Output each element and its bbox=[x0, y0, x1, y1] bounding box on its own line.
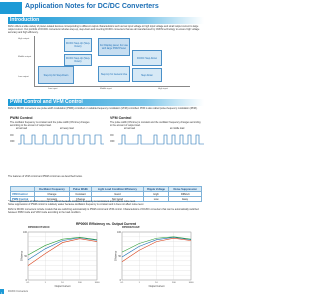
table-note-3: Rohm's DC/DC converters include models that are switching automatically to PWM control and VFM control. Characteristics of DC/DC converters that can be automatically switched between PWM mode and VFM mode according to the load condition. bbox=[8, 208, 199, 214]
y-tick-label: 0 bbox=[119, 278, 121, 282]
y-tick-label: 50 bbox=[24, 254, 27, 258]
intro-text: Rohm offers a wide variety of power-related devices corresponding to different output characteristics such as low input voltage to high input voltage and small output current to large output current. Our portfolio of DC/DC converters includes step-up, step-down and inverting DC/DC converters that are all manufactured by CMOS technology to ensure high voltage accuracy and high efficiency. bbox=[8, 25, 200, 34]
pwm-heading: PWM Control and VFM Control bbox=[10, 99, 83, 105]
table-header-cell: Ripple Voltage bbox=[143, 187, 169, 192]
x-tick-label: 1000 bbox=[188, 282, 194, 284]
x-tick-label: 100 bbox=[77, 282, 82, 284]
charts-heading: RP0000 Efficiency vs. Output Current bbox=[75, 222, 137, 226]
pwm-waveform bbox=[18, 132, 104, 146]
efficiency-chart-1 bbox=[20, 230, 100, 288]
table-header-cell: Noise Suppression bbox=[169, 187, 202, 192]
x-tick-label: 10 bbox=[155, 282, 158, 284]
y-axis-line bbox=[34, 36, 35, 86]
chart-2-title: RP0000Z31X/F bbox=[122, 226, 140, 229]
diagram-box-2: For Display panel, For use with large PWM Power bbox=[98, 38, 130, 56]
page-footer: DC/DC Converters bbox=[8, 290, 28, 293]
pwm-on-label: ON bbox=[10, 135, 14, 137]
table-cell: Good bbox=[92, 192, 144, 197]
y-tick-label: 100 bbox=[23, 230, 27, 234]
table-header-cell: Oscillator Frequency bbox=[34, 187, 69, 192]
table-note-1: * Noise suppression of VFM control can be difficult because oscillation frequency is inconsistent and it affects noise level. bbox=[8, 200, 136, 203]
x-tick-label: 100 bbox=[171, 282, 176, 284]
page-title: Application Notes for DC/DC Converters bbox=[25, 3, 159, 10]
y-tick-label: 50 bbox=[118, 254, 121, 258]
chart-1-title: RP0000C0T4/XXC bbox=[28, 226, 50, 229]
table-header-cell: Pulse Width bbox=[70, 187, 92, 192]
product-positioning-diagram bbox=[18, 36, 194, 92]
table-cell: VFM Control bbox=[11, 192, 35, 197]
table-cell: Easy bbox=[169, 197, 202, 202]
x-tick-label: 1 bbox=[138, 282, 140, 284]
table-note-2: Noise suppression of PWM control is relatively easier because oscillation frequency is constant and it does not affect noise level. bbox=[8, 203, 144, 206]
x-tick-label: 10 bbox=[61, 282, 64, 284]
page-number: 1 bbox=[1, 293, 3, 295]
x-label-low: Low input bbox=[48, 88, 58, 90]
x-axis-label: Output Current bbox=[148, 285, 165, 288]
y-tick-label: 100 bbox=[117, 230, 121, 234]
x-axis-label: Output Current bbox=[54, 285, 71, 288]
x-tick-label: 1000 bbox=[94, 282, 100, 284]
intro-heading: Introduction bbox=[10, 17, 40, 23]
y-axis-label: Efficiency bbox=[114, 250, 118, 262]
vfm-wave-label-middle: at middle load bbox=[170, 128, 185, 130]
y-label-middle: Middle output bbox=[18, 56, 32, 58]
diagram-box-3: DC/DC Step-Up (Step-Down) bbox=[64, 54, 92, 66]
table-cell: Change bbox=[34, 192, 69, 197]
pwm-description: The oscillator frequency is constant and the pulse width (ON time) changes according to the amount of output load. bbox=[10, 121, 90, 127]
title-accent bbox=[0, 2, 22, 14]
diagram-box-7: Step-Down bbox=[132, 68, 162, 82]
diagram-box-1: DC/DC Step-Up (Step-Down) bbox=[64, 38, 92, 52]
efficiency-chart-2 bbox=[114, 230, 194, 288]
table-intro-text: The features of VFM control and PWM control are as described below. bbox=[8, 175, 83, 178]
x-tick-label: 1 bbox=[44, 282, 46, 284]
x-label-high: High input bbox=[158, 88, 168, 90]
vfm-subtitle: VFM Control bbox=[110, 116, 132, 120]
x-label-middle: Middle input bbox=[100, 88, 112, 90]
diagram-box-4: DC/DC Step-Down bbox=[132, 50, 162, 66]
pwm-wave-label-heavy: at heavy load bbox=[60, 128, 74, 130]
pwm-wave-label-low: at low load bbox=[16, 128, 27, 130]
y-tick-label: 0 bbox=[25, 278, 27, 282]
table-cell: Constant bbox=[70, 192, 92, 197]
y-label-high: High output bbox=[18, 38, 30, 40]
vfm-on-label: ON bbox=[110, 135, 114, 137]
diagram-box-6: Step-Up for General Use bbox=[98, 66, 130, 82]
table-cell: Not Good bbox=[92, 197, 144, 202]
vfm-off-label: OFF bbox=[110, 141, 115, 143]
vfm-wave-label-low: at low load bbox=[124, 128, 135, 130]
table-cell: PWM Control bbox=[11, 197, 35, 202]
table-header-cell: Light Load Condition Efficiency bbox=[92, 187, 144, 192]
x-tick-label: 0.1 bbox=[26, 282, 30, 284]
x-tick-label: 0.1 bbox=[120, 282, 124, 284]
pwm-off-label: OFF bbox=[10, 141, 15, 143]
vfm-description: The pulse width (ON time) is constant and the oscillator frequency changes according to the amount of output load. bbox=[110, 121, 201, 127]
pwm-subtitle: PWM Control bbox=[10, 116, 33, 120]
y-label-low: Low output bbox=[18, 76, 29, 78]
y-axis-label: Efficiency bbox=[20, 250, 24, 262]
table-cell: High bbox=[143, 192, 169, 197]
table-cell: Change bbox=[70, 197, 92, 202]
vfm-waveform bbox=[118, 132, 204, 146]
table-cell: Low bbox=[143, 197, 169, 202]
x-axis-line bbox=[34, 86, 190, 87]
page-header bbox=[0, 0, 212, 16]
diagram-box-5: Step-Up for Step-Down bbox=[38, 66, 74, 84]
table-cell: Constant bbox=[34, 197, 69, 202]
table-cell: Difficult bbox=[169, 192, 202, 197]
pwm-intro-text: Rohm's DC/DC converters use pulse-width modulation (PWM) controlled or variable-frequency modulation (VFM) controlled. PFM is also called pulse-frequency modulation (PFM). bbox=[8, 107, 198, 110]
